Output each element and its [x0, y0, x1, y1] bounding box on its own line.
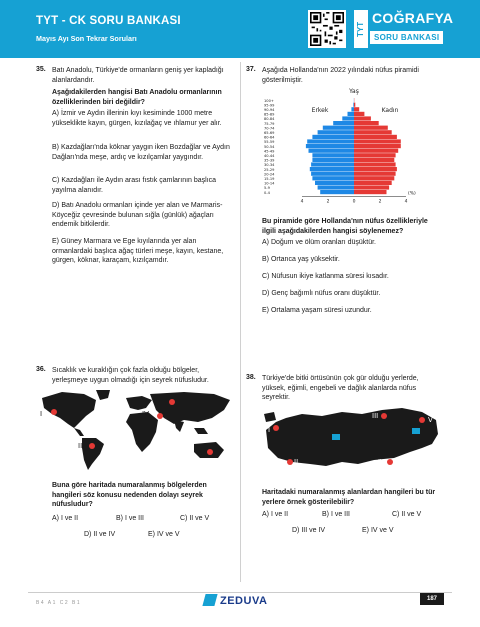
subject-title: COĞRAFYA [372, 10, 454, 26]
option-d[interactable]: D) Genç bağımlı nüfus oranı düşüktür. [262, 290, 381, 297]
question-number: 35. [36, 66, 46, 73]
option-c[interactable]: C) Nüfusun ikiye katlanma süresi kısadır. [262, 273, 389, 280]
option-d[interactable]: D) II ve IV [84, 531, 116, 538]
x-tick-label: 4 [404, 199, 408, 205]
column-divider [240, 62, 241, 582]
option-a[interactable]: A) I ve II [52, 515, 79, 522]
turkey-map [262, 404, 442, 480]
bar-female [354, 149, 398, 153]
footer-divider [28, 592, 452, 593]
question-stem: Sıcaklık ve kuraklığın çok fazla olduğu bölgeler, yerleşmeye uygun olmadığı için seyrek nüfusludur. [52, 367, 209, 384]
bar-male [309, 149, 355, 153]
legend-label-male: Erkek [311, 107, 329, 114]
book-subtitle: Mayıs Ayı Son Tekrar Soruları [36, 34, 137, 43]
x-tick-label: 0 [352, 199, 356, 205]
age-tick-label: 15-19 [264, 177, 275, 181]
age-tick-label: 10-14 [264, 181, 275, 186]
question-prompt: Aşağıdakilerden hangisi Batı Anadolu ormanlarının özelliklerinden biri değildir? [52, 89, 222, 106]
x-tick-label: 4 [300, 199, 304, 205]
bar-female [354, 185, 389, 189]
question-prompt: Buna göre haritada numaralanmış bölgelerden hangileri söz konusu nedenden dolayı seyrek nüfusludur? [52, 482, 207, 508]
population-pyramid [262, 86, 432, 210]
bar-male [306, 144, 354, 148]
bar-male [311, 172, 354, 176]
age-tick-label: 90-94 [264, 108, 275, 112]
question-number: 38. [246, 374, 256, 381]
age-tick-label: 5-9 [264, 186, 270, 191]
bar-male [311, 162, 354, 166]
option-c[interactable]: C) Kazdağları ile Aydın arası fıstık çamlarının başlıca yayılma alanıdır. [52, 177, 217, 194]
option-e[interactable]: E) IV ve V [362, 527, 394, 534]
population-pyramid-svg [262, 86, 432, 210]
question-stem: Türkiye'de bitki örtüsünün çok gür olduğu yerlerde, yüksek, eğimli, engebeli ve dağlık alanlarda nüfus seyrektir. [262, 375, 419, 401]
age-tick-label: 20-24 [264, 172, 275, 177]
age-tick-label: 100+ [264, 98, 274, 103]
age-tick-label: 25-29 [264, 167, 275, 172]
legend-label-female: Kadın [381, 107, 399, 114]
publisher-name: ZEDUVA [220, 595, 268, 607]
option-d[interactable]: D) Batı Anadolu ormanları içinde yer alan ve Marmaris-Köyceğiz çevresinde bulunan sığla (günlük) ağaçları endemik bitkilerdir. [52, 202, 223, 228]
footer-codes: B4 A1 C2 B1 [36, 600, 82, 606]
age-tick-label: 80-84 [264, 117, 275, 122]
age-tick-label: 35-39 [264, 158, 275, 163]
option-e[interactable]: E) Güney Marmara ve Ege kıyılarında yer alan ormanlardaki başlıca ağaç türleri meşe, kayın, kestane, gürgen, köknar, karaçam, kızılçamdır. [52, 238, 224, 264]
bar-male [353, 103, 354, 107]
bar-female [354, 121, 379, 125]
age-tick-label: 30-34 [264, 163, 275, 168]
bar-female [354, 139, 401, 143]
map-label: III [372, 412, 379, 420]
map-label: II [294, 458, 299, 466]
age-tick-label: 60-64 [264, 135, 275, 140]
age-tick-label: 55-59 [264, 140, 275, 145]
question-number: 37. [246, 66, 256, 73]
book-title: TYT - CK SORU BANKASI [36, 15, 181, 27]
bar-male [312, 176, 354, 180]
bar-female [354, 158, 394, 162]
option-a[interactable]: A) İzmir ve Aydın illerinin kıyı kesiminde 1000 metre yükseklikte kayın, gürgen, kızılağaç ve ıhlamur yer alır. [52, 110, 222, 127]
age-tick-label: 95-99 [264, 103, 275, 108]
unit-label: (%) [408, 191, 416, 197]
bar-female [354, 181, 392, 185]
bar-female [354, 126, 388, 130]
x-tick-label: 2 [326, 199, 330, 205]
page-number: 187 [420, 593, 444, 605]
map-label: III [176, 396, 183, 404]
option-e[interactable]: E) Ortalama yaşam süresi uzundur. [262, 307, 372, 314]
question-prompt: Bu piramide göre Hollanda'nın nüfus özellikleriyle ilgili aşağıdakilerden hangisi söylenemez? [262, 218, 428, 235]
subject-subtitle: SORU BANKASI [370, 31, 443, 44]
zeduva-logo-icon [202, 594, 217, 606]
option-c[interactable]: C) II ve V [180, 515, 210, 522]
bar-female [354, 144, 401, 148]
bar-female [354, 162, 396, 166]
option-b[interactable]: B) I ve III [116, 515, 145, 522]
bar-male [320, 190, 354, 194]
question-stem: Batı Anadolu, Türkiye'de ormanların geniş yer kapladığı alanlardandır. [52, 67, 224, 84]
bar-female [354, 135, 397, 139]
bar-female [354, 116, 371, 120]
bar-male [351, 107, 354, 111]
bar-female [354, 130, 392, 134]
map-label: I [268, 426, 271, 434]
option-c[interactable]: C) II ve V [392, 511, 422, 518]
bar-male [312, 135, 354, 139]
option-a[interactable]: A) Doğum ve ölüm oranları düşüktür. [262, 239, 376, 246]
bar-female [354, 176, 394, 180]
map-label: IV [142, 410, 149, 418]
option-a[interactable]: A) I ve II [262, 511, 289, 518]
question-stem: Aşağıda Hollanda'nın 2022 yılındaki nüfus piramidi gösterilmiştir. [262, 67, 419, 84]
bar-male [310, 167, 354, 171]
x-tick-label: 2 [378, 199, 382, 205]
map-label: I [40, 410, 43, 418]
exam-tag: TYT [354, 10, 368, 48]
bar-male [318, 185, 354, 189]
subject-brand [354, 8, 454, 50]
bar-female [354, 112, 364, 116]
age-tick-label: 65-69 [264, 131, 275, 135]
bar-male [312, 153, 354, 157]
age-tick-label: 50-54 [264, 144, 275, 149]
option-d[interactable]: D) III ve IV [292, 527, 326, 534]
map-label: II [78, 442, 83, 450]
bar-male [333, 121, 354, 125]
publisher-logo [204, 594, 267, 607]
bar-female [354, 107, 359, 111]
age-tick-label: 40-44 [264, 154, 275, 158]
world-map-svg [34, 388, 238, 474]
chart-title: Yaş [349, 88, 359, 95]
age-tick-label: 70-74 [264, 126, 275, 131]
page-header [0, 0, 480, 58]
bar-female [354, 167, 397, 171]
bar-female [354, 103, 355, 107]
world-map [34, 388, 238, 474]
bar-male [323, 126, 354, 130]
option-e[interactable]: E) IV ve V [148, 531, 180, 538]
age-tick-label: 0-4 [264, 190, 270, 195]
option-b[interactable]: B) Ortanca yaş yüksektir. [262, 256, 340, 263]
qr-pattern [310, 12, 344, 46]
map-label: IV [378, 458, 385, 466]
map-label: V [428, 416, 433, 424]
bar-male [312, 158, 354, 162]
map-label: V [200, 450, 205, 458]
option-b[interactable]: B) Kazdağları'nda köknar yaygın iken Bozdağlar ve Aydın Dağları'nda meşe, ardıç ve kızılçamlar yaygındır. [52, 144, 230, 161]
bar-female [354, 172, 396, 176]
bar-male [348, 112, 355, 116]
bar-female [354, 190, 387, 194]
bar-male [318, 130, 354, 134]
option-b[interactable]: B) I ve III [322, 511, 351, 518]
bar-female [354, 153, 396, 157]
age-tick-label: 45-49 [264, 149, 275, 154]
turkey-map-svg [262, 404, 442, 480]
age-tick-label: 85-89 [264, 112, 275, 117]
bar-male [315, 181, 354, 185]
question-number: 36. [36, 366, 46, 373]
bar-male [307, 139, 354, 143]
age-tick-label: 75-79 [264, 121, 275, 126]
bar-male [342, 116, 354, 120]
question-prompt: Haritadaki numaralanmış alanlardan hangileri bu tür yerlere örnek gösterilebilir? [262, 489, 436, 506]
qr-code-icon[interactable] [308, 10, 346, 48]
